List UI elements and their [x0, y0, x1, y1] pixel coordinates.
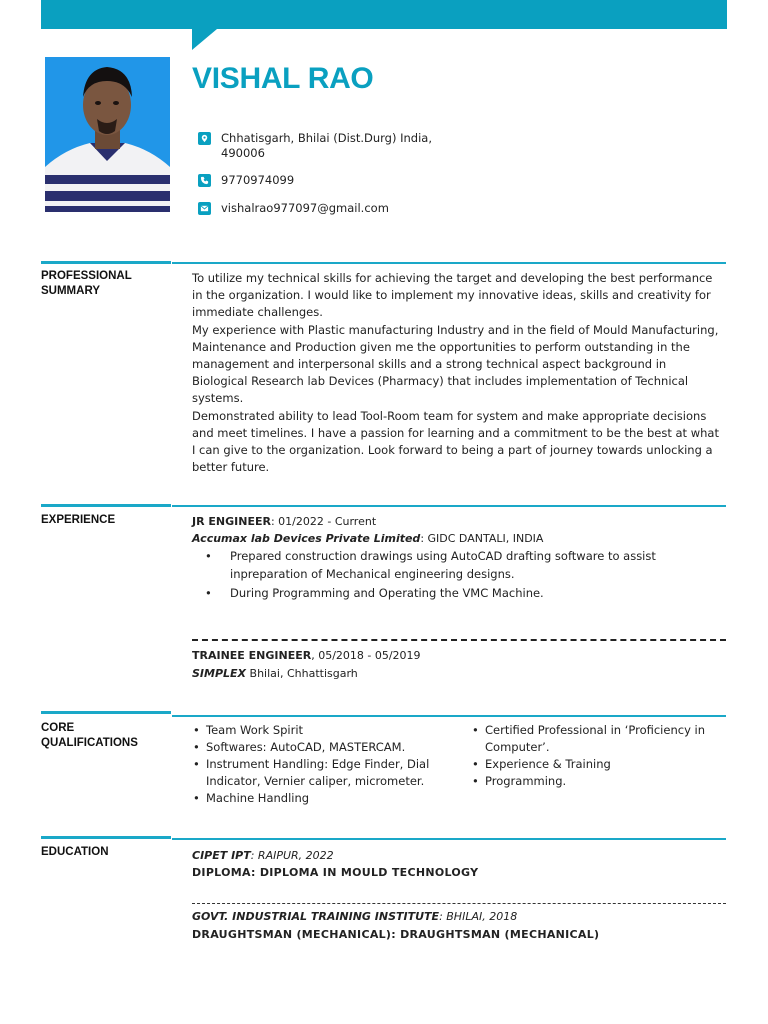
contact-phone[interactable]: 9770974099 [221, 173, 295, 187]
job-title-line [192, 648, 421, 663]
job-title: TRAINEE ENGINEER [192, 649, 312, 662]
list-item: • Certified Professional in ‘Proficiency in Computer’. [472, 722, 724, 756]
list-item: • Instrument Handling: Edge Finder, Dial Indicator, Vernier caliper, micrometer. [193, 756, 448, 790]
experience-rule [172, 505, 726, 507]
education-field: : DRAUGHTSMAN (MECHANICAL) [391, 928, 600, 941]
job-title: JR ENGINEER [192, 515, 271, 528]
education-school: GOVT. INDUSTRIAL TRAINING INSTITUTE [192, 910, 440, 923]
job-title-line [192, 514, 376, 529]
list-item: • Team Work Spirit [193, 722, 448, 739]
contact-email[interactable]: vishalrao977097@gmail.com [221, 201, 389, 215]
education-degree: DIPLOMA [192, 866, 252, 879]
list-item: • Softwares: AutoCAD, MASTERCAM. [193, 739, 448, 756]
job-location: : GIDC DANTALI, INDIA [420, 532, 544, 545]
contact-phone-row [198, 173, 471, 188]
qualifications-rule-left [41, 711, 171, 714]
list-item: • Machine Handling [193, 790, 448, 807]
summary-paragraph: My experience with Plastic manufacturing Industry and in the field of Mould Manufacturing, Maintenance and Production given me the opportunities to perform outstanding in the management and interpersonal skills and a strong technical aspect background in Biological Research lab Devices (Pharmacy) that includes implementation of Technical systems. [192, 322, 719, 406]
job-company: SIMPLEX [192, 667, 247, 680]
qualifications-right-list [472, 722, 724, 790]
qualifications-heading: CORE QUALIFICATIONS [41, 722, 138, 749]
summary-rule [172, 262, 726, 264]
education-place: : RAIPUR, 2022 [250, 849, 334, 862]
job-company: Accumax lab Devices Private Limited [192, 532, 421, 545]
candidate-name: VISHAL RAO [192, 62, 374, 95]
job-bullets [205, 548, 675, 605]
job-dates: , 05/2018 - 05/2019 [311, 649, 421, 662]
summary-rule-left [41, 261, 171, 264]
education-field: : DIPLOMA IN MOULD TECHNOLOGY [251, 866, 479, 879]
list-item: • Experience & Training [472, 756, 724, 773]
education-rule-left [41, 836, 171, 839]
summary-text [192, 270, 722, 476]
education-heading: EDUCATION [41, 846, 109, 858]
education-school: CIPET IPT [192, 849, 251, 862]
location-icon [198, 132, 211, 145]
job-company-line [192, 666, 358, 681]
list-item: • During Programming and Operating the VMC Machine. [205, 585, 675, 603]
education-degree-line [192, 865, 478, 880]
contact-address: Chhatisgarh, Bhilai (Dist.Durg) India, 490006 [221, 131, 432, 160]
job-location: Bhilai, Chhattisgarh [246, 667, 358, 680]
qualifications-left-list [193, 722, 448, 807]
education-school-line [192, 909, 517, 924]
education-place: : BHILAI, 2018 [439, 910, 518, 923]
list-item: • Programming. [472, 773, 724, 790]
contact-email-row [198, 201, 471, 216]
education-degree: DRAUGHTSMAN (MECHANICAL) [192, 928, 392, 941]
education-divider [192, 903, 726, 904]
contact-address-row [198, 131, 471, 161]
experience-rule-left [41, 504, 171, 507]
summary-paragraph: To utilize my technical skills for achieving the target and developing the best performance in the organization. I would like to implement my innovative ideas, skills and creativity for immediate challenges. [192, 271, 713, 320]
job-divider [192, 639, 726, 641]
experience-heading: EXPERIENCE [41, 514, 116, 526]
header-bar [41, 0, 727, 29]
profile-photo [45, 57, 170, 212]
summary-paragraph: Demonstrated ability to lead Tool-Room team for system and make appropriate decisions and meet timelines. I have a passion for learning and a commitment to be the best at what I can give to the organization. Look forward to being a part of journey towards unlocking a better future. [192, 408, 719, 475]
phone-icon [198, 174, 211, 187]
header-bar-notch [192, 29, 217, 50]
education-rule [172, 838, 726, 840]
education-degree-line [192, 927, 599, 942]
email-icon [198, 202, 211, 215]
education-school-line [192, 848, 334, 863]
qualifications-rule [172, 715, 726, 717]
job-dates: : 01/2022 - Current [270, 515, 377, 528]
summary-heading: PROFESSIONAL SUMMARY [41, 270, 132, 297]
list-item: • Prepared construction drawings using AutoCAD drafting software to assist inpreparation of Mechanical engineering designs. [205, 548, 675, 583]
job-company-line [192, 531, 543, 546]
